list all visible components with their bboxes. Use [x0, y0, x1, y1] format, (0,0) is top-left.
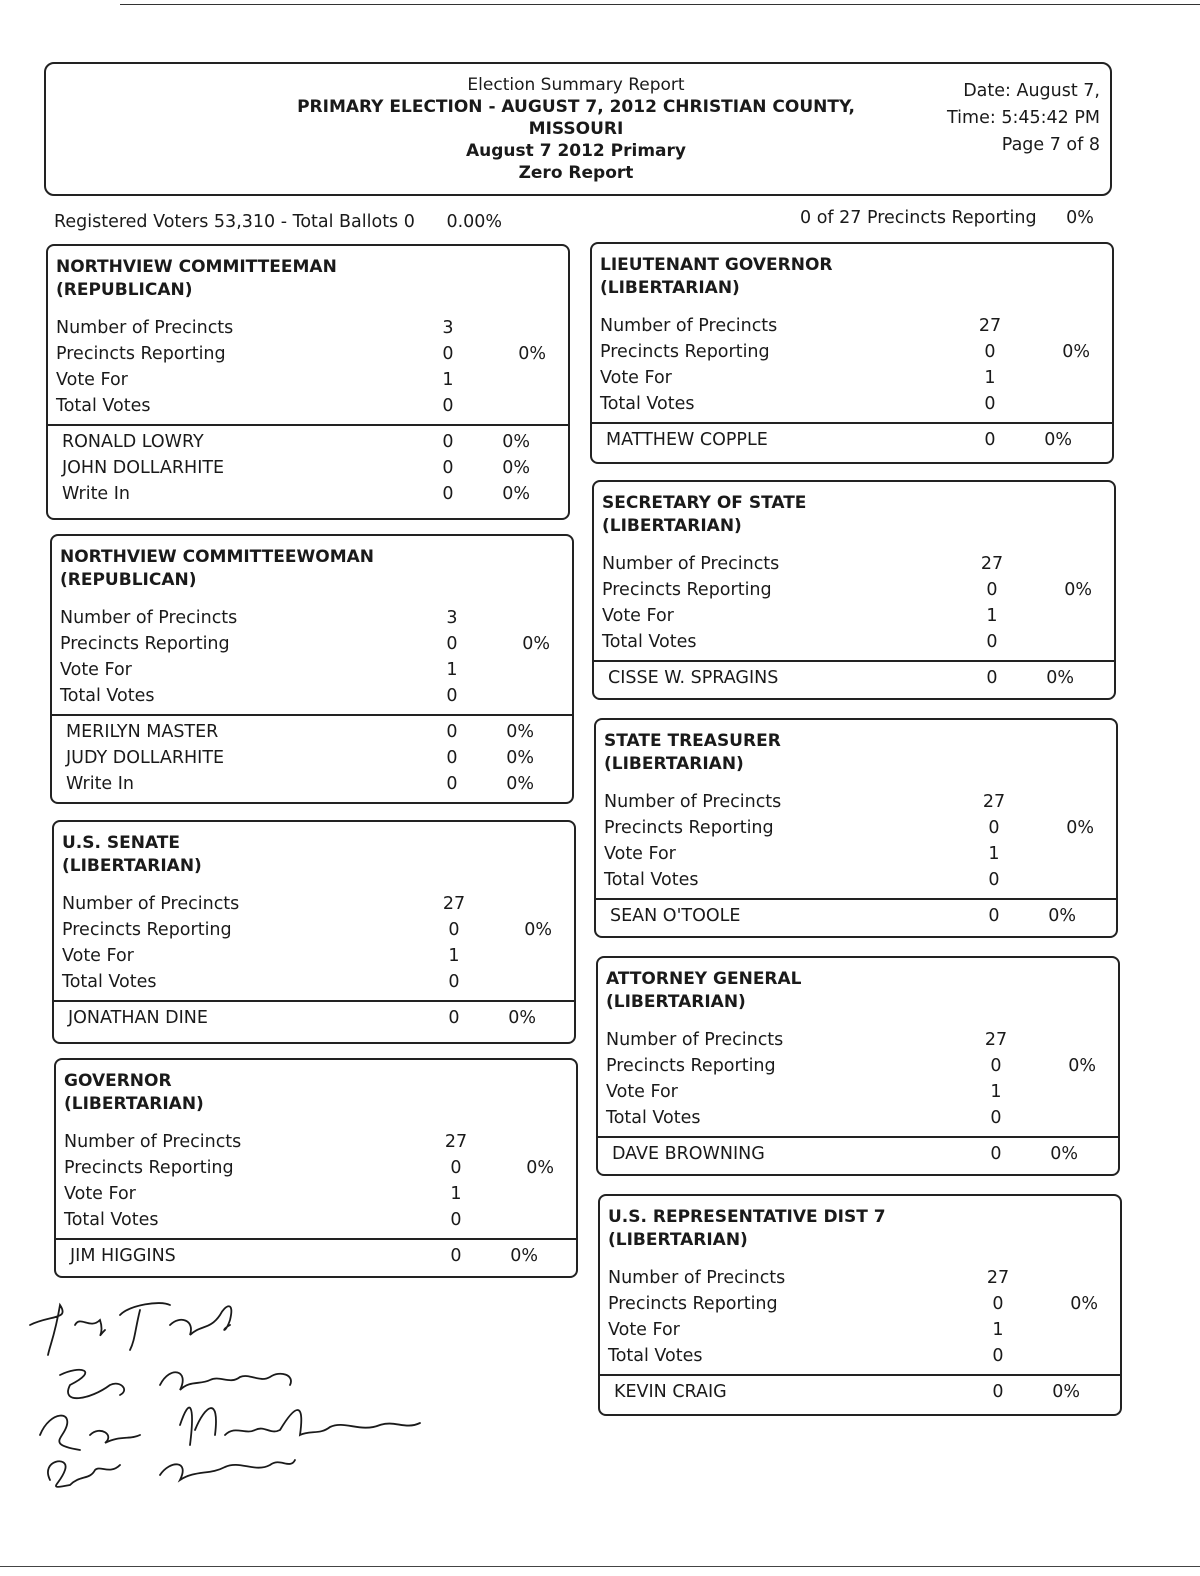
bottom-edge-line — [0, 1566, 1200, 1567]
total-votes-row — [60, 686, 580, 710]
precincts-reporting-percent: 0% — [1068, 1056, 1096, 1076]
number-of-precincts-row — [600, 316, 1120, 340]
race-title-line-1: GOVERNOR — [64, 1071, 172, 1091]
total-votes-value: 0 — [448, 972, 460, 992]
race-title-line-2: (LIBERTARIAN) — [606, 992, 746, 1012]
candidate-votes: 0 — [986, 668, 998, 688]
candidate-row — [48, 458, 568, 482]
candidate-row — [594, 668, 1114, 692]
candidate-row — [56, 1246, 576, 1270]
race-box — [596, 956, 1120, 1176]
race-title — [64, 1070, 204, 1116]
candidate-name: MERILYN MASTER — [66, 722, 219, 742]
number-of-precincts-label: Number of Precincts — [60, 608, 238, 628]
total-votes-value: 0 — [446, 686, 458, 706]
candidate-percent: 0% — [502, 458, 530, 478]
race-title-line-1: STATE TREASURER — [604, 731, 781, 751]
total-votes-value: 0 — [984, 394, 996, 414]
signature-2 — [60, 1370, 291, 1398]
report-page: Page 7 of 8 — [1001, 135, 1100, 155]
race-box — [46, 244, 570, 520]
vote-for-value: 1 — [442, 370, 454, 390]
race-divider — [598, 1136, 1118, 1138]
candidate-percent: 0% — [506, 748, 534, 768]
total-votes-row — [600, 394, 1120, 418]
total-votes-label: Total Votes — [606, 1108, 701, 1128]
total-votes-label: Total Votes — [62, 972, 157, 992]
total-votes-row — [602, 632, 1122, 656]
candidate-row — [54, 1008, 574, 1032]
signature-4 — [48, 1460, 295, 1487]
race-title — [608, 1206, 886, 1252]
number-of-precincts-label: Number of Precincts — [56, 318, 234, 338]
precincts-reporting-label: Precincts Reporting — [604, 818, 774, 838]
candidate-row — [52, 722, 572, 746]
ballot-percent: 0.00% — [446, 212, 503, 232]
number-of-precincts-row — [604, 792, 1124, 816]
race-title-line-2: (REPUBLICAN) — [60, 570, 197, 590]
number-of-precincts-label: Number of Precincts — [62, 894, 240, 914]
precincts-reporting-value: 0 — [984, 342, 996, 362]
precincts-reporting-percent: 0% — [1066, 208, 1094, 228]
precincts-reporting-row — [608, 1294, 1128, 1318]
vote-for-row — [600, 368, 1120, 392]
race-title — [606, 968, 802, 1014]
race-divider — [596, 898, 1116, 900]
candidate-row — [52, 748, 572, 772]
candidate-row — [48, 432, 568, 456]
vote-for-row — [64, 1184, 584, 1208]
precincts-reporting-value: 0 — [986, 580, 998, 600]
candidate-percent: 0% — [1052, 1382, 1080, 1402]
vote-for-row — [60, 660, 580, 684]
vote-for-label: Vote For — [602, 606, 674, 626]
total-votes-row — [608, 1346, 1128, 1370]
precincts-reporting-percent: 0% — [524, 920, 552, 940]
number-of-precincts-value: 27 — [980, 554, 1004, 574]
candidate-row — [600, 1382, 1120, 1406]
number-of-precincts-row — [602, 554, 1122, 578]
precincts-reporting-percent: 0% — [1070, 1294, 1098, 1314]
vote-for-row — [604, 844, 1124, 868]
precincts-reporting-percent: 0% — [522, 634, 550, 654]
race-title — [604, 730, 781, 776]
total-votes-value: 0 — [990, 1108, 1002, 1128]
total-votes-row — [56, 396, 576, 420]
precincts-reporting-label: Precincts Reporting — [62, 920, 232, 940]
title-line-4: August 7 2012 Primary — [466, 141, 686, 161]
precincts-reporting-label: Precincts Reporting — [608, 1294, 778, 1314]
race-box — [54, 1058, 578, 1278]
precincts-reporting-percent: 0% — [1066, 818, 1094, 838]
total-votes-label: Total Votes — [56, 396, 151, 416]
title-line-2: PRIMARY ELECTION - AUGUST 7, 2012 CHRISTIAN COUNTY, — [297, 97, 855, 117]
vote-for-label: Vote For — [600, 368, 672, 388]
race-title-line-2: (LIBERTARIAN) — [604, 754, 744, 774]
report-meta — [920, 78, 1100, 159]
vote-for-row — [62, 946, 582, 970]
race-title-line-2: (LIBERTARIAN) — [608, 1230, 748, 1250]
race-box — [50, 534, 574, 804]
vote-for-label: Vote For — [64, 1184, 136, 1204]
report-header — [44, 62, 1112, 196]
number-of-precincts-value: 27 — [444, 1132, 468, 1152]
candidate-name: JONATHAN DINE — [68, 1008, 208, 1028]
race-title — [602, 492, 806, 538]
precincts-reporting-label: Precincts Reporting — [606, 1056, 776, 1076]
registered-voters — [54, 212, 502, 232]
candidate-votes: 0 — [446, 722, 458, 742]
total-votes-label: Total Votes — [64, 1210, 159, 1230]
candidate-votes: 0 — [442, 458, 454, 478]
vote-for-label: Vote For — [56, 370, 128, 390]
candidate-percent: 0% — [506, 774, 534, 794]
signature-1 — [30, 1303, 231, 1355]
precincts-reporting-value: 0 — [450, 1158, 462, 1178]
candidate-row — [52, 774, 572, 798]
candidate-percent: 0% — [1048, 906, 1076, 926]
total-votes-row — [604, 870, 1124, 894]
precincts-reporting-row — [600, 342, 1120, 366]
race-title-line-2: (LIBERTARIAN) — [600, 278, 740, 298]
vote-for-value: 1 — [988, 844, 1000, 864]
vote-for-label: Vote For — [60, 660, 132, 680]
candidate-name: JIM HIGGINS — [70, 1246, 176, 1266]
report-title — [256, 74, 896, 184]
race-divider — [594, 660, 1114, 662]
precincts-reporting-row — [602, 580, 1122, 604]
total-votes-label: Total Votes — [60, 686, 155, 706]
precincts-reporting-percent: 0% — [1064, 580, 1092, 600]
total-votes-label: Total Votes — [604, 870, 699, 890]
race-title-line-1: ATTORNEY GENERAL — [606, 969, 802, 989]
candidate-name: DAVE BROWNING — [612, 1144, 765, 1164]
report-date: Date: August 7, — [963, 81, 1100, 101]
candidate-votes: 0 — [442, 484, 454, 504]
candidate-row — [596, 906, 1116, 930]
total-votes-value: 0 — [992, 1346, 1004, 1366]
precincts-reporting-summary — [800, 208, 1094, 228]
candidate-row — [48, 484, 568, 508]
race-title-line-1: U.S. REPRESENTATIVE DIST 7 — [608, 1207, 886, 1227]
candidate-votes: 0 — [988, 906, 1000, 926]
signature-3 — [40, 1408, 420, 1450]
vote-for-label: Vote For — [606, 1082, 678, 1102]
vote-for-value: 1 — [992, 1320, 1004, 1340]
candidate-name: RONALD LOWRY — [62, 432, 204, 452]
registered-voters-text: Registered Voters 53,310 - Total Ballots 0 — [54, 212, 415, 232]
title-line-3: MISSOURI — [528, 119, 624, 139]
candidate-name: JUDY DOLLARHITE — [66, 748, 225, 768]
vote-for-row — [606, 1082, 1126, 1106]
number-of-precincts-label: Number of Precincts — [602, 554, 780, 574]
report-time: Time: 5:45:42 PM — [947, 108, 1100, 128]
precincts-reporting-percent: 0% — [518, 344, 546, 364]
signature-block — [20, 1285, 440, 1505]
candidate-votes: 0 — [442, 432, 454, 452]
candidate-percent: 0% — [1050, 1144, 1078, 1164]
vote-for-label: Vote For — [62, 946, 134, 966]
candidate-name: MATTHEW COPPLE — [606, 430, 768, 450]
precincts-reporting-value: 0 — [992, 1294, 1004, 1314]
candidate-percent: 0% — [502, 484, 530, 504]
candidate-name: KEVIN CRAIG — [614, 1382, 727, 1402]
candidate-name: Write In — [66, 774, 135, 794]
precincts-reporting-percent: 0% — [1062, 342, 1090, 362]
candidate-votes: 0 — [984, 430, 996, 450]
candidate-percent: 0% — [502, 432, 530, 452]
precincts-reporting-value: 0 — [990, 1056, 1002, 1076]
race-title-line-1: NORTHVIEW COMMITTEEMAN — [56, 257, 337, 277]
number-of-precincts-label: Number of Precincts — [608, 1268, 786, 1288]
race-title-line-2: (REPUBLICAN) — [56, 280, 193, 300]
number-of-precincts-label: Number of Precincts — [604, 792, 782, 812]
number-of-precincts-value: 3 — [442, 318, 454, 338]
race-box — [52, 820, 576, 1044]
number-of-precincts-row — [606, 1030, 1126, 1054]
precincts-reporting-value: 0 — [988, 818, 1000, 838]
candidate-votes: 0 — [992, 1382, 1004, 1402]
total-votes-label: Total Votes — [602, 632, 697, 652]
candidate-votes: 0 — [450, 1246, 462, 1266]
vote-for-value: 1 — [448, 946, 460, 966]
number-of-precincts-label: Number of Precincts — [606, 1030, 784, 1050]
number-of-precincts-row — [62, 894, 582, 918]
precincts-reporting-row — [604, 818, 1124, 842]
vote-for-row — [608, 1320, 1128, 1344]
race-title-line-2: (LIBERTARIAN) — [62, 856, 202, 876]
vote-for-value: 1 — [450, 1184, 462, 1204]
number-of-precincts-row — [56, 318, 576, 342]
race-title-line-1: SECRETARY OF STATE — [602, 493, 807, 513]
precincts-reporting-label: Precincts Reporting — [60, 634, 230, 654]
precincts-reporting-percent: 0% — [526, 1158, 554, 1178]
total-votes-value: 0 — [442, 396, 454, 416]
number-of-precincts-row — [608, 1268, 1128, 1292]
number-of-precincts-value: 27 — [442, 894, 466, 914]
precincts-reporting-label: Precincts Reporting — [56, 344, 226, 364]
title-line-1: Election Summary Report — [467, 75, 685, 95]
race-box — [592, 480, 1116, 700]
race-title-line-1: NORTHVIEW COMMITTEEWOMAN — [60, 547, 374, 567]
vote-for-value: 1 — [990, 1082, 1002, 1102]
precincts-reporting-label: Precincts Reporting — [602, 580, 772, 600]
total-votes-label: Total Votes — [608, 1346, 703, 1366]
total-votes-value: 0 — [988, 870, 1000, 890]
total-votes-value: 0 — [986, 632, 998, 652]
number-of-precincts-value: 27 — [982, 792, 1006, 812]
precincts-reporting-row — [56, 344, 576, 368]
candidate-name: CISSE W. SPRAGINS — [608, 668, 779, 688]
race-title — [600, 254, 833, 300]
race-divider — [52, 714, 572, 716]
candidate-percent: 0% — [1046, 668, 1074, 688]
candidate-votes: 0 — [990, 1144, 1002, 1164]
candidate-votes: 0 — [446, 774, 458, 794]
candidate-name: JOHN DOLLARHITE — [62, 458, 225, 478]
precincts-reporting-label: Precincts Reporting — [64, 1158, 234, 1178]
number-of-precincts-value: 27 — [986, 1268, 1010, 1288]
race-title-line-1: U.S. SENATE — [62, 833, 181, 853]
title-line-5: Zero Report — [518, 163, 634, 183]
total-votes-label: Total Votes — [600, 394, 695, 414]
precincts-reporting-row — [606, 1056, 1126, 1080]
candidate-name: SEAN O'TOOLE — [610, 906, 741, 926]
precincts-reporting-text: 0 of 27 Precincts Reporting — [800, 208, 1037, 228]
candidate-percent: 0% — [510, 1246, 538, 1266]
number-of-precincts-label: Number of Precincts — [600, 316, 778, 336]
candidate-percent: 0% — [508, 1008, 536, 1028]
vote-for-value: 1 — [446, 660, 458, 680]
vote-for-row — [602, 606, 1122, 630]
number-of-precincts-value: 27 — [978, 316, 1002, 336]
vote-for-value: 1 — [984, 368, 996, 388]
race-title-line-2: (LIBERTARIAN) — [64, 1094, 204, 1114]
candidate-row — [598, 1144, 1118, 1168]
number-of-precincts-value: 3 — [446, 608, 458, 628]
race-divider — [48, 424, 568, 426]
vote-for-label: Vote For — [604, 844, 676, 864]
race-divider — [600, 1374, 1120, 1376]
precincts-reporting-value: 0 — [448, 920, 460, 940]
number-of-precincts-label: Number of Precincts — [64, 1132, 242, 1152]
top-edge-line — [120, 4, 1200, 5]
vote-for-value: 1 — [986, 606, 998, 626]
candidate-name: Write In — [62, 484, 131, 504]
precincts-reporting-value: 0 — [446, 634, 458, 654]
candidate-votes: 0 — [446, 748, 458, 768]
total-votes-row — [606, 1108, 1126, 1132]
total-votes-row — [62, 972, 582, 996]
number-of-precincts-row — [60, 608, 580, 632]
candidate-row — [592, 430, 1112, 454]
race-divider — [56, 1238, 576, 1240]
total-votes-value: 0 — [450, 1210, 462, 1230]
race-title — [56, 256, 337, 302]
candidate-votes: 0 — [448, 1008, 460, 1028]
vote-for-label: Vote For — [608, 1320, 680, 1340]
race-box — [590, 242, 1114, 464]
race-divider — [592, 422, 1112, 424]
race-box — [598, 1194, 1122, 1416]
precincts-reporting-label: Precincts Reporting — [600, 342, 770, 362]
precincts-reporting-value: 0 — [442, 344, 454, 364]
race-divider — [54, 1000, 574, 1002]
number-of-precincts-value: 27 — [984, 1030, 1008, 1050]
precincts-reporting-row — [64, 1158, 584, 1182]
candidate-percent: 0% — [1044, 430, 1072, 450]
race-box — [594, 718, 1118, 938]
vote-for-row — [56, 370, 576, 394]
race-title — [62, 832, 202, 878]
precincts-reporting-row — [60, 634, 580, 658]
total-votes-row — [64, 1210, 584, 1234]
number-of-precincts-row — [64, 1132, 584, 1156]
race-title-line-2: (LIBERTARIAN) — [602, 516, 742, 536]
candidate-percent: 0% — [506, 722, 534, 742]
race-title — [60, 546, 374, 592]
precincts-reporting-row — [62, 920, 582, 944]
race-title-line-1: LIEUTENANT GOVERNOR — [600, 255, 833, 275]
